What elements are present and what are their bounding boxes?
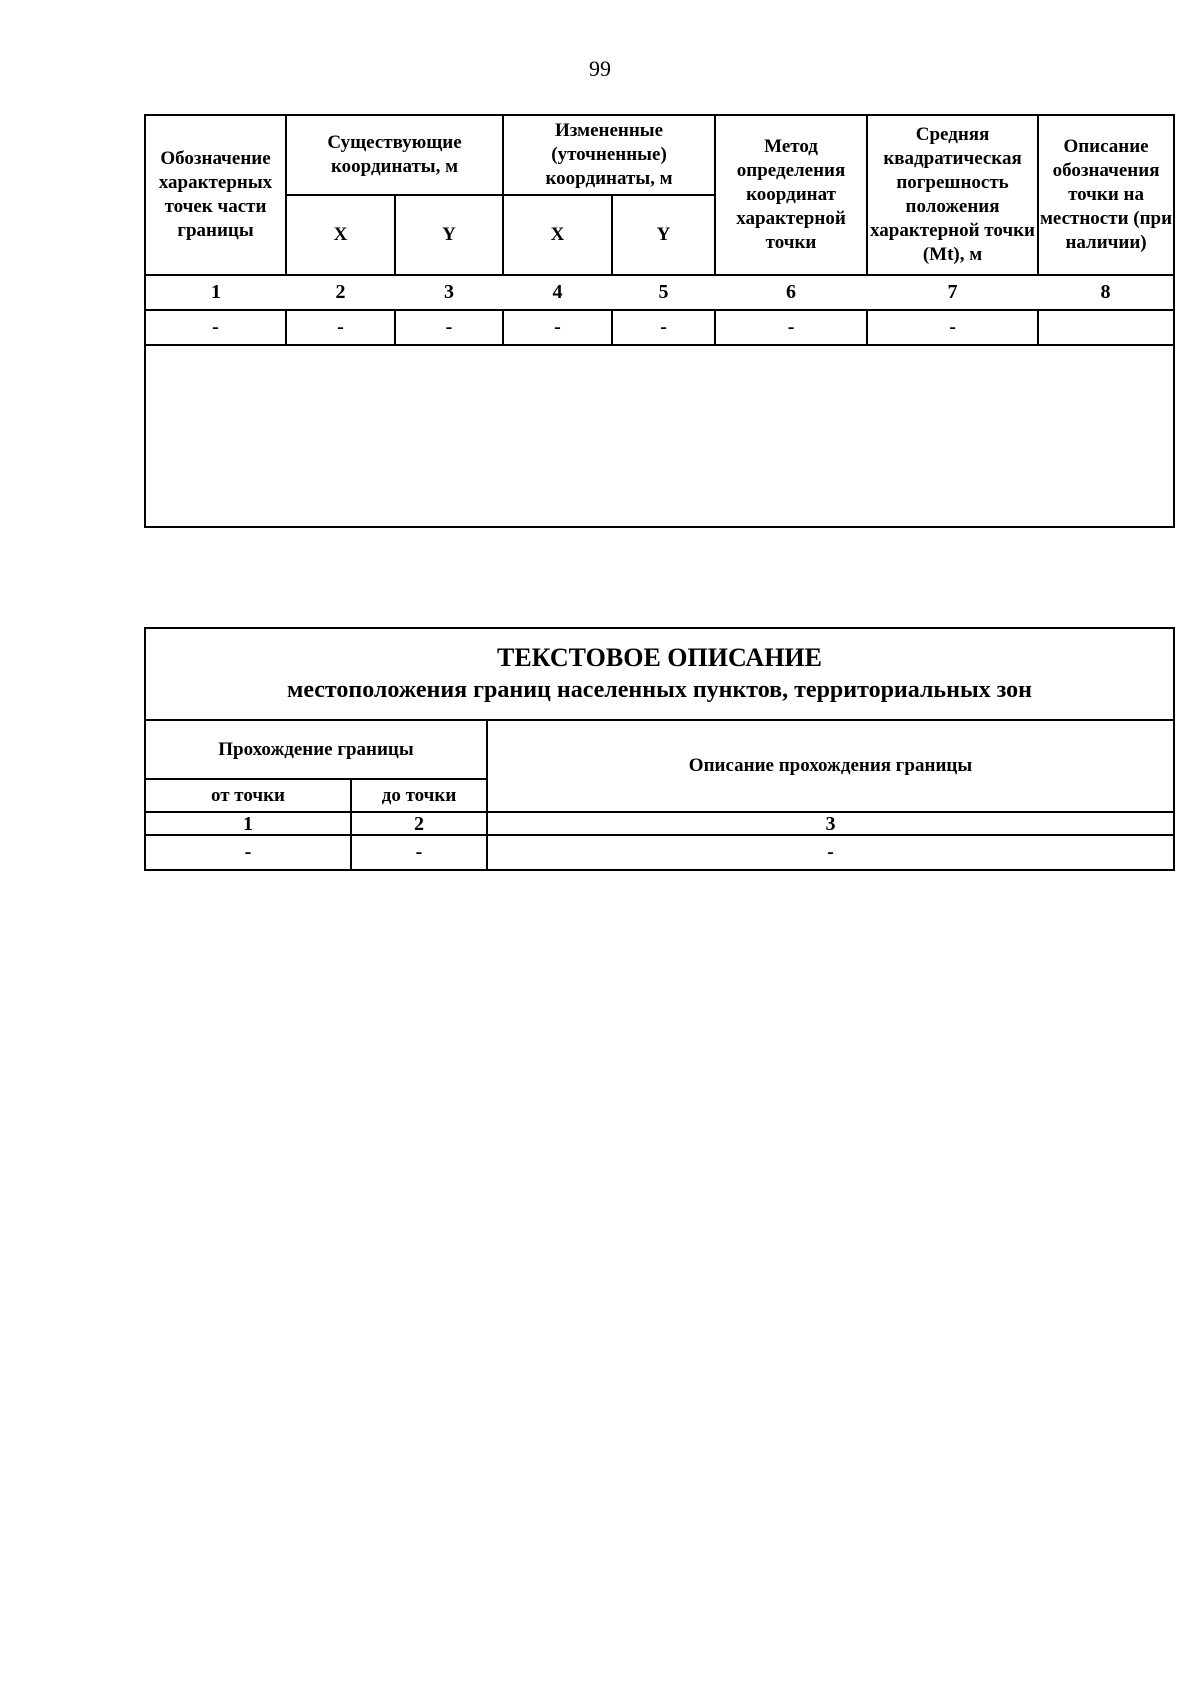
header-passage: Прохождение границы [145, 720, 487, 779]
page-number: 99 [589, 56, 611, 81]
column-number: 5 [612, 275, 715, 310]
table-cell: - [145, 835, 351, 870]
header-description: Описание обозначения точки на местности (при наличии) [1038, 115, 1174, 275]
section-title: ТЕКСТОВОЕ ОПИСАНИЕ [496, 643, 822, 672]
empty-cell [145, 345, 1174, 527]
header-x-existing: X [286, 195, 395, 275]
table-cell: - [395, 310, 503, 345]
table-cell: - [145, 310, 286, 345]
column-number-row [145, 275, 1174, 310]
header-designation: Обозначение характерных точек части границы [145, 115, 286, 275]
column-number: 2 [351, 812, 487, 835]
column-number: 8 [1038, 275, 1174, 310]
table-cell: - [503, 310, 612, 345]
table-cell: - [612, 310, 715, 345]
table-cell [1038, 310, 1174, 345]
column-number: 3 [487, 812, 1174, 835]
column-number: 1 [145, 812, 351, 835]
header-passage-description: Описание прохождения границы [487, 720, 1174, 812]
coordinates-table [144, 114, 1175, 528]
column-number: 6 [715, 275, 867, 310]
column-number: 3 [395, 275, 503, 310]
header-to-point: до точки [351, 779, 487, 812]
table-cell: - [715, 310, 867, 345]
header-y-changed: Y [612, 195, 715, 275]
header-changed-coordinates: Измененные (уточненные) координаты, м [503, 115, 715, 195]
header-y-existing: Y [395, 195, 503, 275]
header-x-changed: X [503, 195, 612, 275]
header-error: Средняя квадратическая погрешность положения характерной точки (Mt), м [867, 115, 1038, 275]
table-cell: - [286, 310, 395, 345]
header-method: Метод определения координат характерной точки [715, 115, 867, 275]
empty-area [145, 345, 1174, 527]
column-number: 1 [145, 275, 286, 310]
table-row [145, 835, 1174, 870]
table-cell: - [487, 835, 1174, 870]
text-description-table [144, 627, 1175, 871]
column-number-row [145, 812, 1174, 835]
section-heading [145, 628, 1174, 720]
column-number: 7 [867, 275, 1038, 310]
column-number: 2 [286, 275, 395, 310]
section-subtitle: местоположения границ населенных пунктов, территориальных зон [286, 677, 1033, 703]
header-from-point: от точки [145, 779, 351, 812]
table-cell: - [867, 310, 1038, 345]
column-number: 4 [503, 275, 612, 310]
header-existing-coordinates: Существующие координаты, м [286, 115, 503, 195]
table-cell: - [351, 835, 487, 870]
table-row [145, 310, 1174, 345]
